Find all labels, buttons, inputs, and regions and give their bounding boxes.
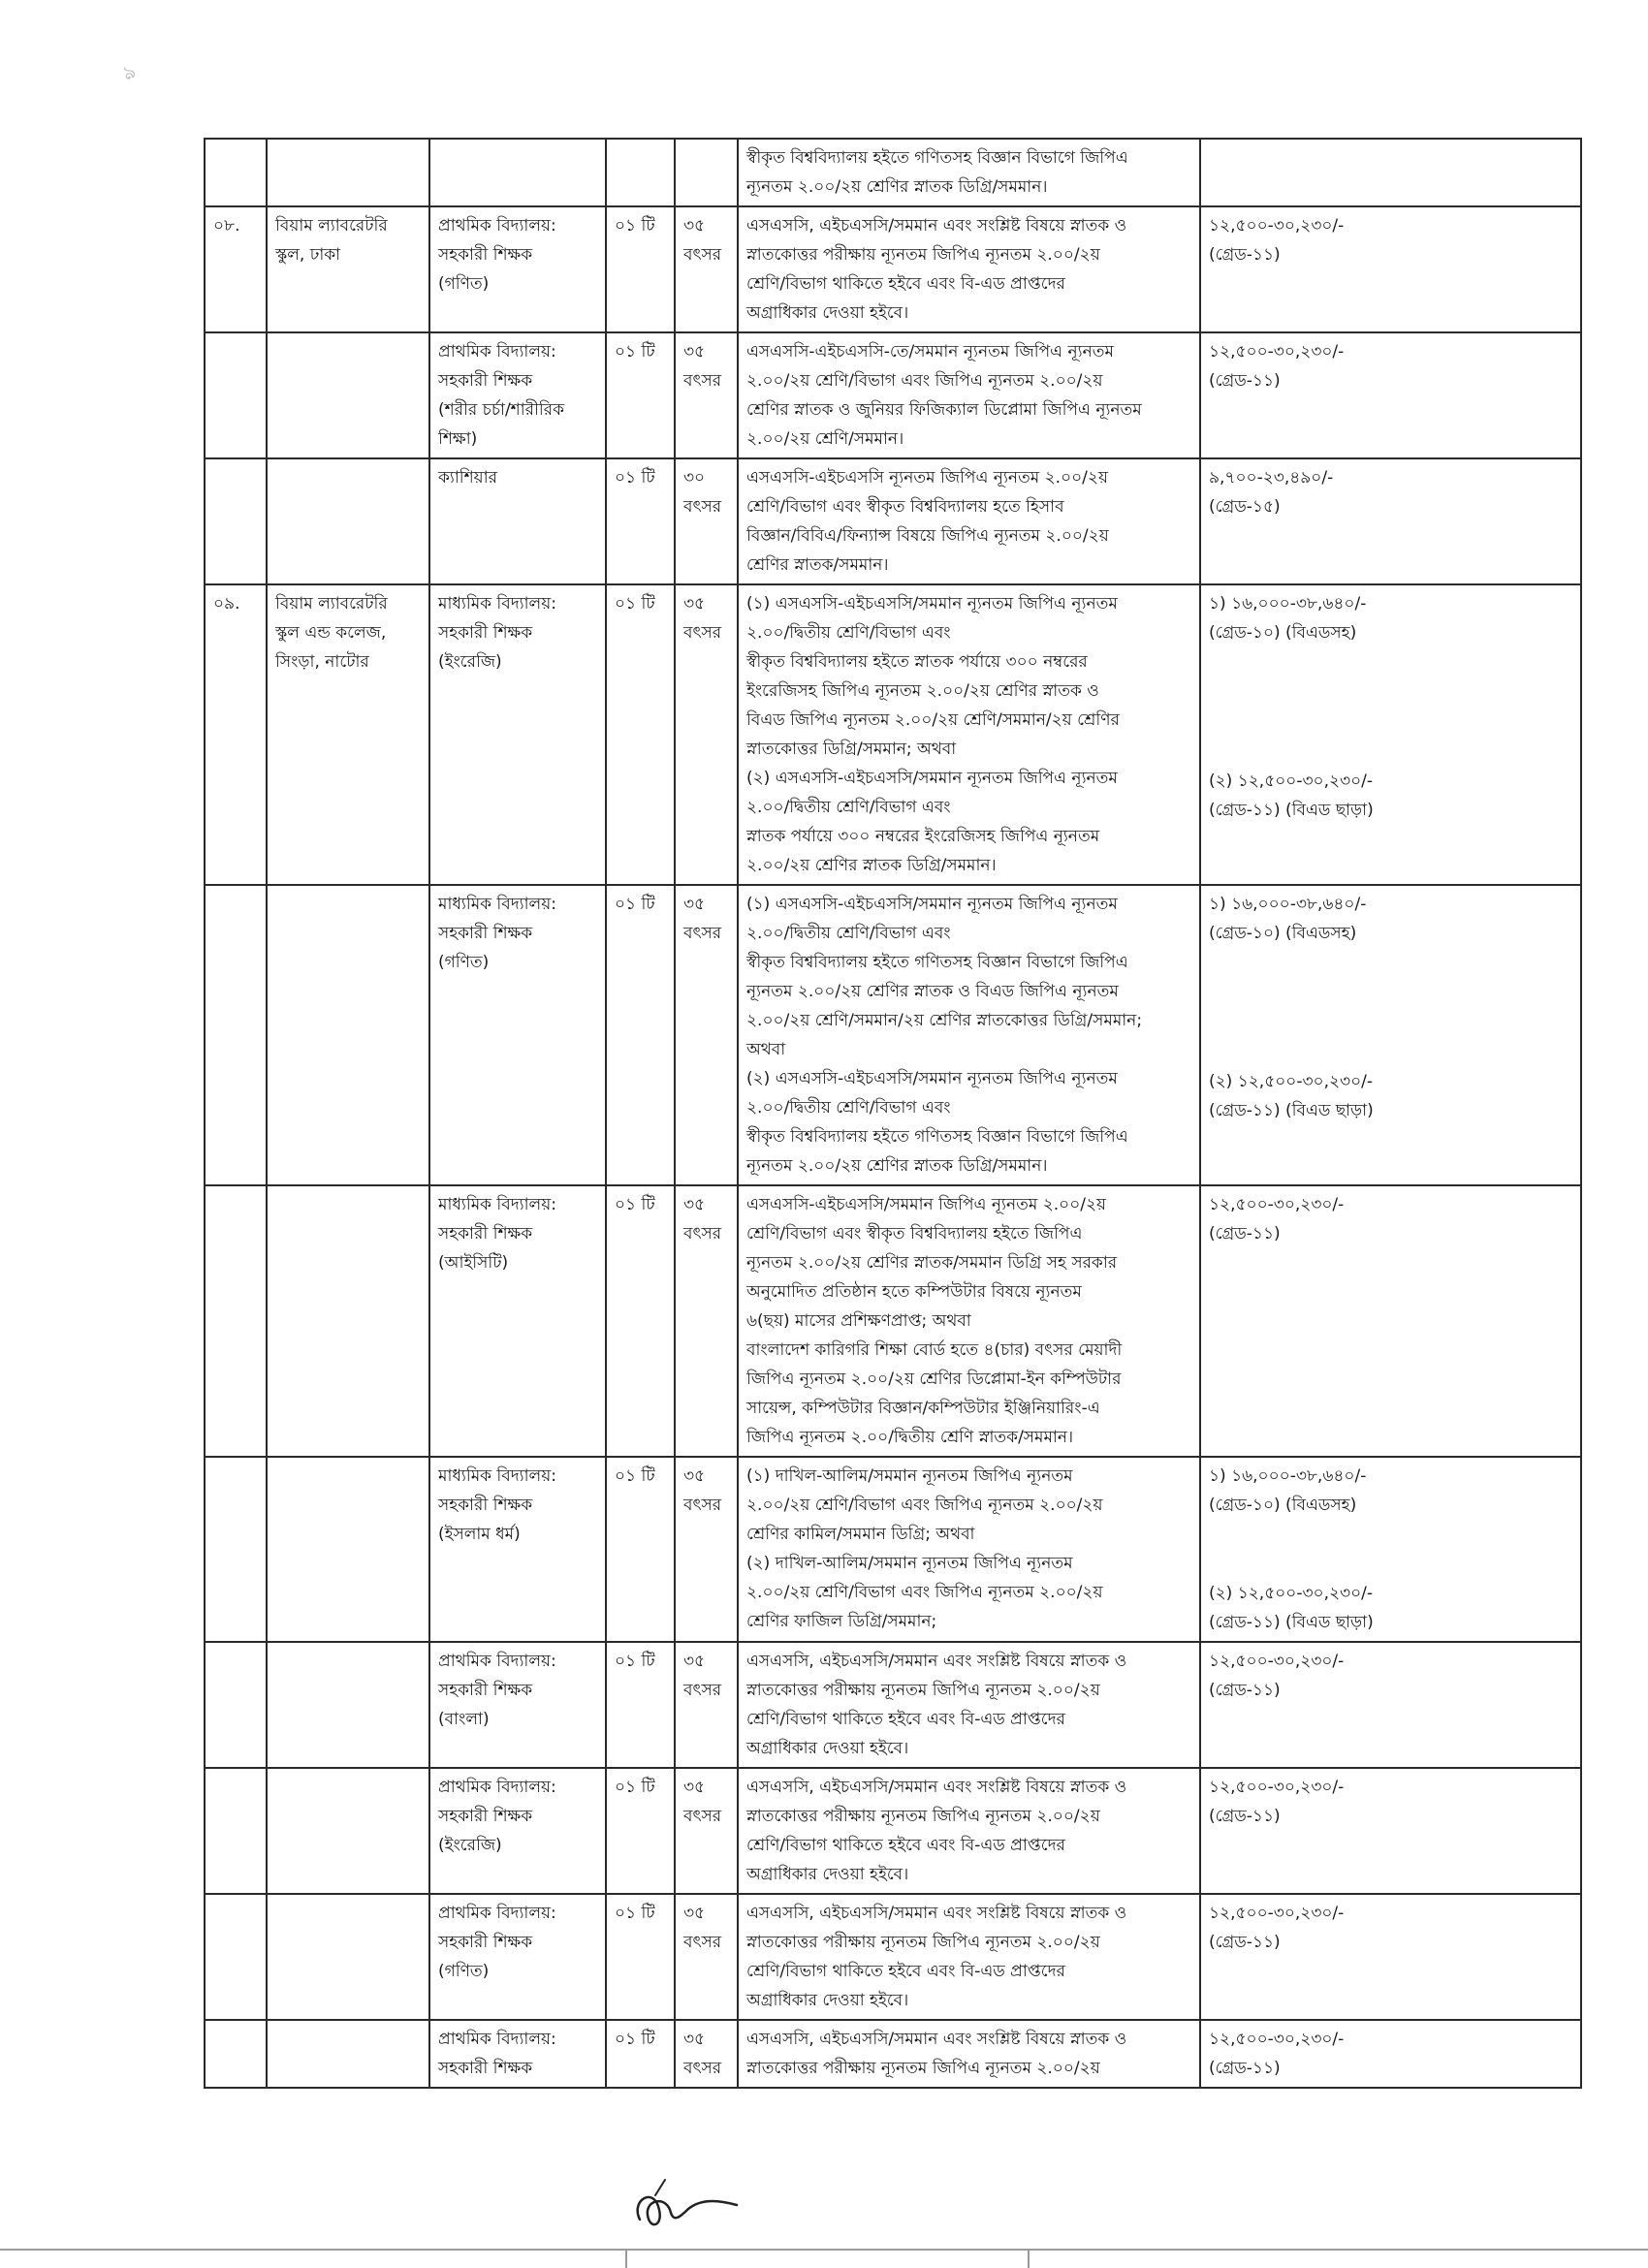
age-limit-cell [675,332,738,458]
qualification-cell [738,584,1200,885]
age-limit-cell [675,1642,738,1768]
cell-line: সহকারী শিক্ষক [438,1807,533,1826]
age-limit-cell [675,1457,738,1642]
pay-scale-cell [1200,1185,1581,1457]
cell-line: (ইসলাম ধর্ম) [438,1525,521,1544]
serial-cell [205,584,267,885]
cell-line: প্রাথমিক বিদ্যালয়: [438,2030,556,2049]
table-body [205,139,1581,2088]
cell-line: (গণিত) [438,1962,490,1981]
institution-cell [267,2020,429,2088]
post-count-cell [606,1642,675,1768]
cell-line: স্নাতকোত্তর ডিগ্রি/সমমান; অথবা [746,740,957,759]
serial-cell [205,458,267,584]
pay-scale-cell [1200,584,1581,885]
cell-line: এসএসসি-এইচএসসি-তে/সমমান ন্যূনতম জিপিএ ন্যূনতম [746,342,1114,362]
cell-line: মাধ্যমিক বিদ্যালয়: [438,1466,556,1486]
cell-line: (গ্রেড-১১) [1209,1224,1281,1244]
post-count-cell [606,1894,675,2020]
bottom-rule-tick [1028,2249,1030,2268]
post-count: ০১ টি [615,342,655,362]
cell-line: ২.০০/২য় শ্রেণি/সমমান/২য় শ্রেণির স্নাতকোত্তর ডিগ্রি/সমমান; [746,1011,1143,1030]
cell-line: (২) এসএসসি-এইচএসসি/সমমান ন্যূনতম জিপিএ ন্যূনতম [746,1069,1118,1088]
pay-scale-cell [1200,206,1581,332]
cell-line: প্রাথমিক বিদ্যালয়: [438,1652,556,1671]
serial-number: ০৮. [213,216,240,236]
qualification-cell [738,139,1200,206]
post-count: ০১ টি [615,468,655,488]
cell-line: ৩৫ [683,216,706,236]
cell-line: অগ্রাধিকার দেওয়া হইবে। [746,303,909,323]
cell-line: অগ্রাধিকার দেওয়া হইবে। [746,1865,909,1884]
cell-line: ইংরেজিসহ জিপিএ ন্যূনতম ২.০০/২য় শ্রেণির স্নাতক ও [746,681,1099,701]
pay-spacer [1209,1520,1572,1579]
post-cell [429,1768,606,1894]
cell-line: (১) দাখিল-আলিম/সমমান ন্যূনতম জিপিএ ন্যূনতম [746,1466,1073,1486]
post-cell [429,885,606,1185]
cell-line: (গ্রেড-১০) (বিএডসহ) [1209,924,1357,943]
cell-line: (গ্রেড-১১) [1209,245,1281,265]
cell-line: প্রাথমিক বিদ্যালয়: [438,342,556,362]
cell-line: এসএসসি-এইচএসসি ন্যূনতম জিপিএ ন্যূনতম ২.০০/২য় [746,468,1108,488]
pay-scale-cell [1200,1768,1581,1894]
cell-line: ১২,৫০০-৩০,২৩০/- [1209,342,1345,362]
cell-line: বৎসর [683,1496,722,1515]
table-row [205,1768,1581,1894]
cell-line: বৎসর [683,2059,722,2078]
cell-line: স্নাতকোত্তর পরীক্ষায় ন্যূনতম জিপিএ ন্যূনতম ২.০০/২য় [746,245,1100,265]
bottom-rule-tick [625,2249,627,2268]
job-circular-table [204,138,1582,2089]
table-row [205,1457,1581,1642]
cell-line: (২) ১২,৫০০-৩০,২৩০/- [1209,1584,1374,1603]
cell-line: শিক্ষা) [438,429,478,449]
cell-line: স্কুল, ঢাকা [275,245,341,265]
post-count-cell [606,206,675,332]
cell-line: স্নাতকোত্তর পরীক্ষায় ন্যূনতম জিপিএ ন্যূনতম ২.০০/২য় [746,1807,1100,1826]
institution-cell [267,206,429,332]
cell-line: (২) এসএসসি-এইচএসসি/সমমান ন্যূনতম জিপিএ ন্যূনতম [746,769,1118,788]
cell-line: সহকারী শিক্ষক [438,924,533,943]
cell-line: ৩৫ [683,1652,706,1671]
age-limit-cell [675,139,738,206]
serial-number: ০৯. [213,594,240,614]
cell-line: সহকারী শিক্ষক [438,623,533,643]
qualification-cell [738,1894,1200,2020]
cell-line: ৩৫ [683,2030,706,2049]
cell-line: ১) ১৬,০০০-৩৮,৬৪০/- [1209,895,1367,914]
cell-line: স্কুল এন্ড কলেজ, [275,623,387,643]
pay-scale-cell [1200,139,1581,206]
cell-line: (২) দাখিল-আলিম/সমমান ন্যূনতম জিপিএ ন্যূনতম [746,1554,1073,1573]
cell-line: বৎসর [683,924,722,943]
table-row [205,206,1581,332]
post-count-cell [606,1768,675,1894]
cell-line: ১২,৫০০-৩০,২৩০/- [1209,2030,1345,2049]
cell-line: অনুমোদিত প্রতিষ্ঠান হতে কম্পিউটার বিষয়ে ন্যূনতম [746,1282,1082,1302]
cell-line: ২.০০/২য় শ্রেণি/বিভাগ এবং জিপিএ ন্যূনতম ২.০০/২য় [746,1496,1103,1515]
pay-scale-cell [1200,2020,1581,2088]
cell-line: ৬(ছয়) মাসের প্রশিক্ষণপ্রাপ্ত; অথবা [746,1311,971,1331]
qualification-cell [738,1457,1200,1642]
institution-cell [267,458,429,584]
post-cell [429,1894,606,2020]
table-row [205,139,1581,206]
cell-line: (গ্রেড-১১) [1209,1933,1281,1952]
cell-line: ২.০০/দ্বিতীয় শ্রেণি/বিভাগ এবং [746,924,951,943]
cell-line: (১) এসএসসি-এইচএসসি/সমমান ন্যূনতম জিপিএ ন্যূনতম [746,895,1118,914]
post-count-cell [606,458,675,584]
cell-line: শ্রেণি/বিভাগ এবং স্বীকৃত বিশ্ববিদ্যালয় হইতে জিপিএ [746,1224,1083,1244]
institution-cell [267,1768,429,1894]
age-limit-cell [675,1768,738,1894]
cell-line: ন্যূনতম ২.০০/২য় শ্রেণির স্নাতক ও বিএড জিপিএ ন্যূনতম [746,982,1119,1001]
cell-line: (১) এসএসসি-এইচএসসি/সমমান ন্যূনতম জিপিএ ন্যূনতম [746,594,1118,614]
cell-line: সায়েন্স, কম্পিউটার বিজ্ঞান/কম্পিউটার ইঞ্জিনিয়ারিং-এ [746,1399,1100,1418]
qualification-cell [738,1185,1200,1457]
cell-line: এসএসসি, এইচএসসি/সমমান এবং সংশ্লিষ্ট বিষয়ে স্নাতক ও [746,2030,1127,2049]
post-cell [429,1457,606,1642]
cell-line: বিয়াম ল্যাবরেটরি [275,594,388,614]
table-row [205,1642,1581,1768]
post-count-cell [606,332,675,458]
post-count: ০১ টি [615,216,655,236]
cell-line: বৎসর [683,245,722,265]
table-row [205,885,1581,1185]
age-limit-cell [675,1185,738,1457]
cell-line: ১২,৫০০-৩০,২৩০/- [1209,1195,1345,1214]
cell-line: মাধ্যমিক বিদ্যালয়: [438,1195,556,1214]
cell-line: (গ্রেড-১১) (বিএড ছাড়া) [1209,1101,1374,1120]
cell-line: অগ্রাধিকার দেওয়া হইবে। [746,1991,909,2010]
cell-line: (গ্রেড-১০) (বিএডসহ) [1209,623,1357,643]
pay-spacer [1209,647,1572,767]
cell-line: (২) ১২,৫০০-৩০,২৩০/- [1209,772,1374,791]
cell-line: স্নাতকোত্তর পরীক্ষায় ন্যূনতম জিপিএ ন্যূনতম ২.০০/২য় [746,2059,1100,2078]
cell-line: ১২,৫০০-৩০,২৩০/- [1209,1778,1345,1797]
cell-line: বৎসর [683,1933,722,1952]
post-cell [429,332,606,458]
age-limit-cell [675,885,738,1185]
cell-line: ১২,৫০০-৩০,২৩০/- [1209,1652,1345,1671]
post-cell [429,139,606,206]
cell-line: প্রাথমিক বিদ্যালয়: [438,216,556,236]
cell-line: শ্রেণি/বিভাগ এবং স্বীকৃত বিশ্ববিদ্যালয় হতে হিসাব [746,497,1064,517]
post-count: ০১ টি [615,1195,655,1214]
pay-spacer [1209,948,1572,1067]
cell-line: এসএসসি-এইচএসসি/সমমান জিপিএ ন্যূনতম ২.০০/২য় [746,1195,1107,1214]
serial-cell [205,1457,267,1642]
cell-line: জিপিএ ন্যূনতম ২.০০/২য় শ্রেণির ডিপ্লোমা-ইন কম্পিউটার [746,1370,1122,1389]
cell-line: ৩৫ [683,895,706,914]
cell-line: এসএসসি, এইচএসসি/সমমান এবং সংশ্লিষ্ট বিষয়ে স্নাতক ও [746,1652,1127,1671]
post-cell [429,584,606,885]
post-count-cell [606,1457,675,1642]
post-count-cell [606,2020,675,2088]
institution-cell [267,584,429,885]
cell-line: (গ্রেড-১১) [1209,1807,1281,1826]
post-cell [429,1642,606,1768]
institution-cell [267,139,429,206]
cell-line: বিএড জিপিএ ন্যূনতম ২.০০/২য় শ্রেণি/সমমান/২য় শ্রেণির [746,710,1120,730]
cell-line: এসএসসি, এইচএসসি/সমমান এবং সংশ্লিষ্ট বিষয়ে স্নাতক ও [746,1778,1127,1797]
cell-line: স্নাতক পর্যায়ে ৩০০ নম্বরের ইংরেজিসহ জিপিএ ন্যূনতম [746,827,1100,846]
post-count: ০১ টি [615,1904,655,1923]
post-count-cell [606,1185,675,1457]
post-count-cell [606,139,675,206]
cell-line: (গণিত) [438,274,490,294]
table-row [205,2020,1581,2088]
cell-line: বাংলাদেশ কারিগরি শিক্ষা বোর্ড হতে ৪(চার) বৎসর মেয়াদী [746,1340,1123,1360]
serial-cell [205,139,267,206]
bottom-rule [0,2249,1648,2251]
cell-line: (গ্রেড-১১) [1209,1681,1281,1700]
post-count: ০১ টি [615,594,655,614]
cell-line: (ইংরেজি) [438,652,502,672]
cell-line: অগ্রাধিকার দেওয়া হইবে। [746,1739,909,1758]
pay-scale-cell [1200,1457,1581,1642]
cell-line: বৎসর [683,1224,722,1244]
age-limit-cell [675,1894,738,2020]
serial-cell [205,1642,267,1768]
institution-cell [267,1457,429,1642]
cell-line: ১) ১৬,০০০-৩৮,৬৪০/- [1209,594,1367,614]
cell-line: ২.০০/দ্বিতীয় শ্রেণি/বিভাগ এবং [746,798,951,817]
institution-cell [267,332,429,458]
post-cell [429,458,606,584]
qualification-cell [738,885,1200,1185]
cell-line: (আইসিটি) [438,1253,509,1273]
cell-line: (২) ১২,৫০০-৩০,২৩০/- [1209,1072,1374,1091]
age-limit-cell [675,206,738,332]
serial-cell [205,2020,267,2088]
post-count: ০১ টি [615,2030,655,2049]
age-limit-cell [675,2020,738,2088]
pay-scale-cell [1200,885,1581,1185]
post-count: ০১ টি [615,895,655,914]
qualification-cell [738,1642,1200,1768]
cell-line: স্নাতকোত্তর পরীক্ষায় ন্যূনতম জিপিএ ন্যূনতম ২.০০/২য় [746,1933,1100,1952]
cell-line: স্বীকৃত বিশ্ববিদ্যালয় হইতে গণিতসহ বিজ্ঞান বিভাগে জিপিএ [746,148,1128,168]
cell-line: ৩০ [683,468,706,488]
cell-line: ৩৫ [683,1904,706,1923]
cell-line: ৩৫ [683,342,706,362]
qualification-cell [738,458,1200,584]
cell-line: শ্রেণির কামিল/সমমান ডিগ্রি; অথবা [746,1525,975,1544]
cell-line: (গ্রেড-১১) [1209,2059,1281,2078]
cell-line: ক্যাশিয়ার [438,468,497,488]
cell-line: (গ্রেড-১০) (বিএডসহ) [1209,1496,1357,1515]
qualification-cell [738,1768,1200,1894]
cell-line: সহকারী শিক্ষক [438,1496,533,1515]
post-cell [429,2020,606,2088]
cell-line: স্বীকৃত বিশ্ববিদ্যালয় হইতে গণিতসহ বিজ্ঞান বিভাগে জিপিএ [746,1127,1128,1147]
cell-line: শ্রেণি/বিভাগ থাকিতে হইবে এবং বি-এড প্রাপ্তদের [746,274,1065,294]
cell-line: ১) ১৬,০০০-৩৮,৬৪০/- [1209,1466,1367,1486]
cell-line: বৎসর [683,371,722,391]
qualification-cell [738,2020,1200,2088]
institution-cell [267,1642,429,1768]
cell-line: শ্রেণি/বিভাগ থাকিতে হইবে এবং বি-এড প্রাপ্তদের [746,1836,1065,1855]
cell-line: বিয়াম ল্যাবরেটরি [275,216,388,236]
pay-scale-cell [1200,332,1581,458]
cell-line: বিজ্ঞান/বিবিএ/ফিন্যান্স বিষয়ে জিপিএ ন্যূনতম ২.০০/২য় [746,526,1109,546]
cell-line: স্নাতকোত্তর পরীক্ষায় ন্যূনতম জিপিএ ন্যূনতম ২.০০/২য় [746,1681,1100,1700]
cell-line: ৯,৭০০-২৩,৪৯০/- [1209,468,1334,488]
cell-line: শ্রেণি/বিভাগ থাকিতে হইবে এবং বি-এড প্রাপ্তদের [746,1962,1065,1981]
table-row [205,584,1581,885]
cell-line: অথবা [746,1040,786,1059]
table-row [205,1185,1581,1457]
institution-cell [267,1894,429,2020]
age-limit-cell [675,584,738,885]
post-count-cell [606,885,675,1185]
pay-scale-cell [1200,458,1581,584]
table-row [205,458,1581,584]
post-cell [429,206,606,332]
cell-line: বৎসর [683,623,722,643]
qualification-cell [738,332,1200,458]
signature [620,2166,756,2239]
serial-cell [205,1768,267,1894]
serial-cell [205,332,267,458]
cell-line: মাধ্যমিক বিদ্যালয়: [438,594,556,614]
cell-line: শ্রেণির স্নাতক ও জুনিয়র ফিজিক্যাল ডিপ্লোমা জিপিএ ন্যূনতম [746,400,1142,420]
cell-line: ন্যূনতম ২.০০/২য় শ্রেণির স্নাতক ডিগ্রি/সমমান। [746,177,1048,197]
cell-line: স্বীকৃত বিশ্ববিদ্যালয় হইতে স্নাতক পর্যায়ে ৩০০ নম্বরের [746,652,1088,672]
cell-line: সিংড়া, নাটোর [275,652,369,672]
post-cell [429,1185,606,1457]
cell-line: ১২,৫০০-৩০,২৩০/- [1209,216,1345,236]
cell-line: ন্যূনতম ২.০০/২য় শ্রেণির স্নাতক/সমমান ডিগ্রি সহ সরকার [746,1253,1118,1273]
cell-line: মাধ্যমিক বিদ্যালয়: [438,895,556,914]
cell-line: বৎসর [683,497,722,517]
cell-line: এসএসসি, এইচএসসি/সমমান এবং সংশ্লিষ্ট বিষয়ে স্নাতক ও [746,216,1127,236]
cell-line: (গ্রেড-১১) (বিএড ছাড়া) [1209,801,1374,820]
institution-cell [267,885,429,1185]
cell-line: সহকারী শিক্ষক [438,371,533,391]
cell-line: ২.০০/দ্বিতীয় শ্রেণি/বিভাগ এবং [746,1098,951,1118]
cell-line: (গ্রেড-১১) [1209,371,1281,391]
cell-line: বৎসর [683,1681,722,1700]
page-corner-mark: ঌ [119,58,139,85]
cell-line: জিপিএ ন্যূনতম ২.০০/দ্বিতীয় শ্রেণি স্নাতক/সমমান। [746,1428,1074,1447]
cell-line: ২.০০/২য় শ্রেণি/বিভাগ এবং জিপিএ ন্যূনতম ২.০০/২য় [746,371,1103,391]
cell-line: শ্রেণির ফাজিল ডিগ্রি/সমমান; [746,1612,937,1631]
cell-line: সহকারী শিক্ষক [438,2059,533,2078]
cell-line: সহকারী শিক্ষক [438,1933,533,1952]
cell-line: বৎসর [683,1807,722,1826]
cell-line: ৩৫ [683,1778,706,1797]
cell-line: ২.০০/২য় শ্রেণির স্নাতক ডিগ্রি/সমমান। [746,856,997,875]
cell-line: ২.০০/২য় শ্রেণি/বিভাগ এবং জিপিএ ন্যূনতম ২.০০/২য় [746,1583,1103,1602]
cell-line: শ্রেণি/বিভাগ থাকিতে হইবে এবং বি-এড প্রাপ্তদের [746,1710,1065,1729]
post-count: ০১ টি [615,1466,655,1486]
cell-line: (গ্রেড-১১) (বিএড ছাড়া) [1209,1613,1374,1632]
post-count: ০১ টি [615,1652,655,1671]
cell-line: স্বীকৃত বিশ্ববিদ্যালয় হইতে গণিতসহ বিজ্ঞান বিভাগে জিপিএ [746,953,1128,972]
age-limit-cell [675,458,738,584]
cell-line: শ্রেণির স্নাতক/সমমান। [746,555,889,575]
pay-scale-cell [1200,1642,1581,1768]
cell-line: ৩৫ [683,1466,706,1486]
cell-line: ২.০০/২য় শ্রেণি/সমমান। [746,429,904,449]
cell-line: ১২,৫০০-৩০,২৩০/- [1209,1904,1345,1923]
cell-line: (ইংরেজি) [438,1836,502,1855]
cell-line: সহকারী শিক্ষক [438,1681,533,1700]
cell-line: সহকারী শিক্ষক [438,1224,533,1244]
serial-cell [205,206,267,332]
cell-line: ন্যূনতম ২.০০/২য় শ্রেণির স্নাতক ডিগ্রি/সমমান। [746,1156,1048,1176]
cell-line: প্রাথমিক বিদ্যালয়: [438,1904,556,1923]
qualification-cell [738,206,1200,332]
cell-line: সহকারী শিক্ষক [438,245,533,265]
cell-line: (গণিত) [438,953,490,972]
cell-line: (গ্রেড-১৫) [1209,497,1281,517]
post-count-cell [606,584,675,885]
cell-line: ৩৫ [683,594,706,614]
serial-cell [205,1185,267,1457]
table-row [205,1894,1581,2020]
serial-cell [205,1894,267,2020]
institution-cell [267,1185,429,1457]
cell-line: (শরীর চর্চা/শারীরিক [438,400,564,420]
serial-cell [205,885,267,1185]
cell-line: প্রাথমিক বিদ্যালয়: [438,1778,556,1797]
table-row [205,332,1581,458]
pay-scale-cell [1200,1894,1581,2020]
cell-line: ২.০০/দ্বিতীয় শ্রেণি/বিভাগ এবং [746,623,951,643]
cell-line: এসএসসি, এইচএসসি/সমমান এবং সংশ্লিষ্ট বিষয়ে স্নাতক ও [746,1904,1127,1923]
cell-line: ৩৫ [683,1195,706,1214]
cell-line: (বাংলা) [438,1710,490,1729]
post-count: ০১ টি [615,1778,655,1797]
